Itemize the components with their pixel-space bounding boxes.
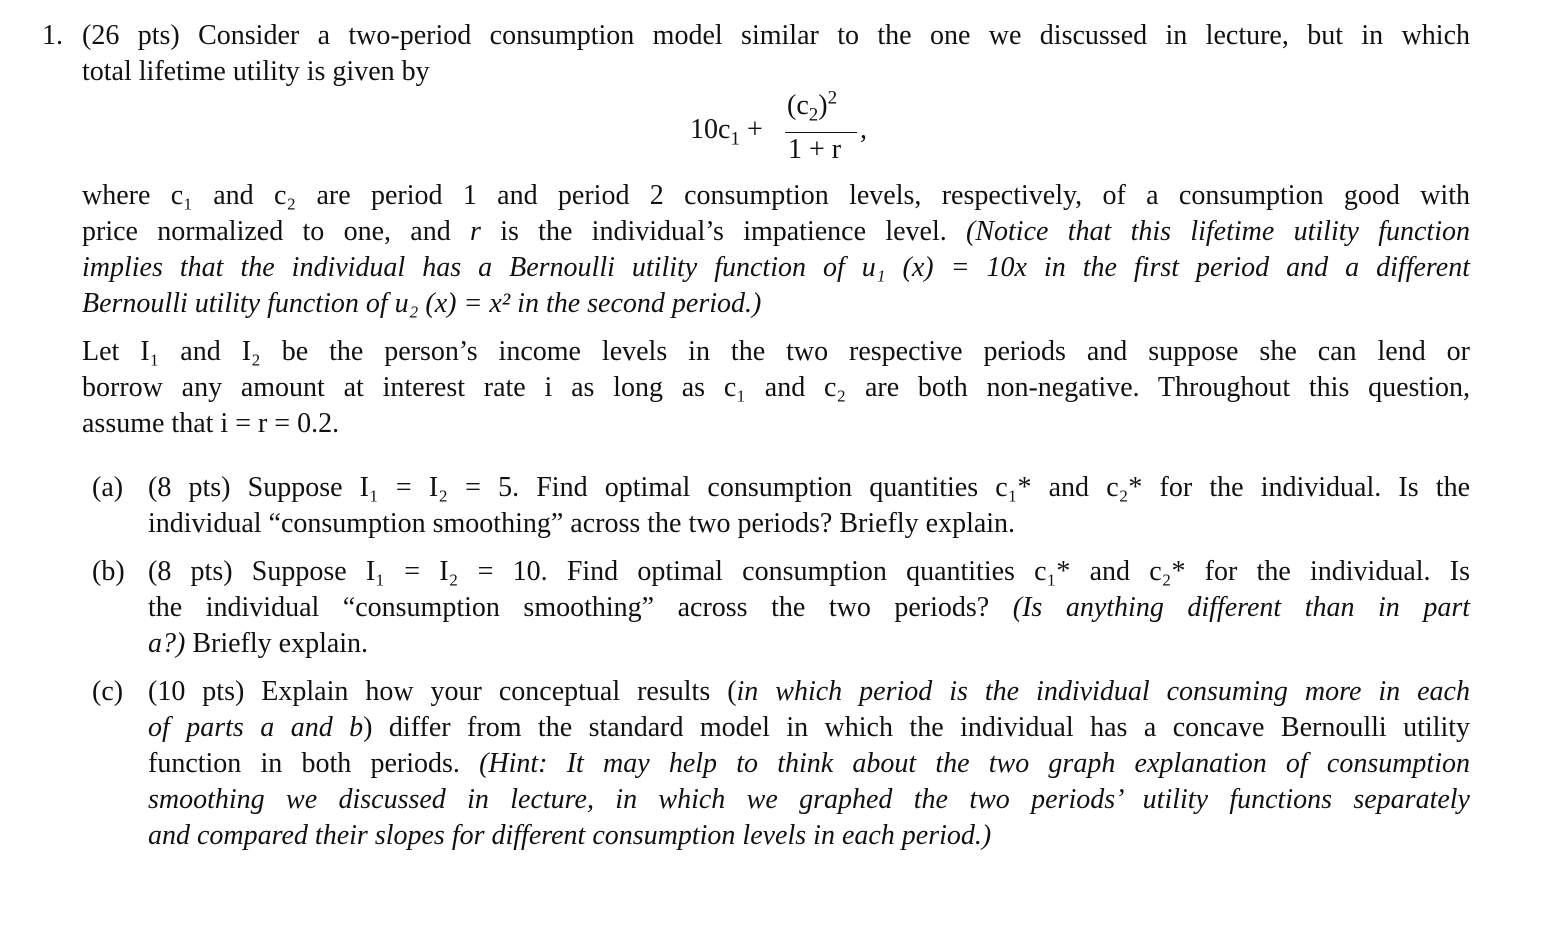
part-a-label: (a) <box>92 472 124 503</box>
part-b-line-2: the individual “consumption smoothing” across the two periods? (Is anything different than in part <box>148 592 1470 623</box>
formula-comma: , <box>860 114 867 145</box>
para1-line-4: Bernoulli utility function of u₂ (x) = x² in the second period.) <box>82 288 762 319</box>
part-b-line-3: a?) Briefly explain. <box>148 628 369 659</box>
para2-line-1: Let I₁ and I₂ be the person’s income levels in the two respective periods and suppose she can lend or <box>82 336 1470 367</box>
utility-formula <box>690 87 990 180</box>
para1-line-1: where c₁ and c₂ are period 1 and period 2 consumption levels, respectively, of a consumption good with <box>82 180 1470 211</box>
question-number: 1. <box>42 20 63 51</box>
part-b-label: (b) <box>92 556 125 587</box>
intro-line-1: (26 pts) Consider a two-period consumption model similar to the one we discussed in lecture, but in which <box>82 20 1470 51</box>
part-c-line-1: (10 pts) Explain how your conceptual results (in which period is the individual consuming more in each <box>148 676 1470 707</box>
formula-numerator: $(c_2)^2$ <box>787 87 838 126</box>
part-c-line-2: of parts a and b) differ from the standard model in which the individual has a concave Bernoulli utility <box>148 712 1470 743</box>
fraction-bar <box>785 132 857 133</box>
part-a-line-2: individual “consumption smoothing” across the two periods? Briefly explain. <box>148 508 1016 539</box>
part-b-line-1: (8 pts) Suppose I₁ = I₂ = 10. Find optimal consumption quantities c₁* and c₂* for the individual. Is <box>148 556 1470 587</box>
formula-lhs: $10c_1$ + <box>690 114 763 150</box>
part-a-line-1: (8 pts) Suppose I₁ = I₂ = 5. Find optimal consumption quantities c₁* and c₂* for the individual. Is the <box>148 472 1470 503</box>
para2-line-2: borrow any amount at interest rate i as long as c₁ and c₂ are both non-negative. Throughout this question, <box>82 372 1470 403</box>
part-c-line-5: and compared their slopes for different consumption levels in each period.) <box>148 820 992 851</box>
para2-line-3: assume that i = r = 0.2. <box>82 408 340 439</box>
part-c-line-3: function in both periods. (Hint: It may help to think about the two graph explanation of consumption <box>148 748 1470 779</box>
intro-line-2: total lifetime utility is given by <box>82 56 430 87</box>
para1-line-2: price normalized to one, and r is the individual’s impatience level. (Notice that this lifetime utility function <box>82 216 1470 247</box>
part-c-line-4: smoothing we discussed in lecture, in which we graphed the two periods’ utility functions separately <box>148 784 1470 815</box>
formula-denominator: 1 + r <box>788 134 842 165</box>
para1-line-3: implies that the individual has a Bernoulli utility function of u₁ (x) = 10x in the first period and a different <box>82 252 1470 283</box>
part-c-label: (c) <box>92 676 124 707</box>
